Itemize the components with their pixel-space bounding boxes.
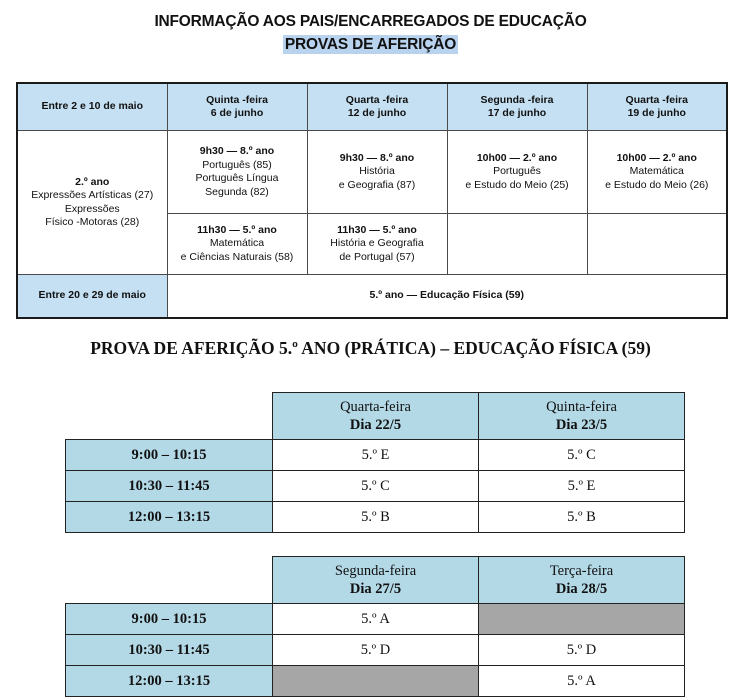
cell-r1c2 [307,131,447,214]
col-header-label-2: Quarta -feira [345,93,409,106]
schedule-1-cell-2-0: 5.º B [273,502,479,533]
main-table-col-header-3 [447,83,587,131]
schedule-1-day-header-0 [273,393,479,440]
main-table-col-header-4 [587,83,727,131]
schedule-1-cell-0-0: 5.º E [273,440,479,471]
main-table-col-header-0 [17,83,167,131]
schedule-1-corner-cell [66,393,273,440]
cell-r1c2-time: 9h30 — 8.º ano [339,151,415,164]
table-row [66,471,685,502]
schedule-1-day-name-1: Quinta-feira [546,399,617,415]
schedule-2-cell-0-1 [479,604,685,635]
table-row [66,604,685,635]
schedule-1-header-row [66,393,685,440]
schedule-2-corner-cell [66,557,273,604]
schedule-2-day-date-1: Dia 28/5 [555,581,608,597]
main-exam-table [16,82,728,319]
schedule-1-cell-2-1: 5.º B [479,502,685,533]
schedule-table-2 [65,556,685,697]
page-header [0,0,741,54]
schedule-2-time-0: 9:00 – 10:15 [66,604,273,635]
main-table-col-header-2 [307,83,447,131]
col-header-sub-4: 19 de junho [627,107,686,119]
cell-r1c1-l0: Português (85) [202,158,272,171]
cell-r1c3-l0: Português [493,165,541,178]
col-header-label-0: Entre 2 e 10 de maio [41,100,144,113]
main-table-footer-row [17,275,727,319]
page-subtitle: PROVAS DE AFERIÇÃO [284,36,457,53]
cell-r2c1-time: 11h30 — 5.º ano [197,223,277,236]
cell-r1c3-time: 10h00 — 2.º ano [476,151,558,164]
main-exam-table-container [16,82,726,319]
col-header-sub-2: 12 de junho [347,107,407,119]
col-header-label-1: Quinta -feira [206,93,268,106]
schedule-1-cell-1-1: 5.º E [479,471,685,502]
schedule-1-time-1: 10:30 – 11:45 [66,471,273,502]
cell-r2c2-time: 11h30 — 5.º ano [337,223,417,236]
main-table-header-row [17,83,727,131]
cell-r2c1-l0: Matemática [209,237,265,250]
cell-r1c1 [167,131,307,214]
cell-r1c4-l1: e Estudo do Meio (26) [605,178,709,191]
cell-r2c1 [167,214,307,275]
cell-r2c3-empty [447,214,587,275]
footer-row-value: 5.º ano — Educação Física (59) [167,275,727,319]
schedule-2-day-name-1: Terça-feira [549,563,614,579]
schedule-2-cell-0-0: 5.º A [273,604,479,635]
schedule-2-cell-1-1: 5.º D [479,635,685,666]
page-title: INFORMAÇÃO AOS PAIS/ENCARREGADOS DE EDUCAÇÃO [154,13,587,30]
col-header-sub-1: 6 de junho [210,107,264,119]
table-row [66,635,685,666]
schedule-1-cell-1-0: 5.º C [273,471,479,502]
cell-2ano-line1: 2.º ano [75,175,110,188]
schedule-2-day-header-0 [273,557,479,604]
schedule-1-day-date-1: Dia 23/5 [555,417,608,433]
cell-r1c2-l1: e Geografia (87) [338,178,416,191]
cell-r1c4-l0: Matemática [629,165,684,178]
cell-2ano-expressoes [17,131,167,275]
schedule-2-day-date-0: Dia 27/5 [349,581,402,597]
cell-r2c2-l0: História e Geografia [330,237,424,250]
footer-row-label: Entre 20 e 29 de maio [17,275,167,319]
schedule-table-2-container [65,556,684,697]
schedule-table-1-container [65,392,684,533]
cell-r2c4-empty [587,214,727,275]
cell-2ano-line4: Físico -Motoras (28) [45,216,140,228]
schedule-2-time-1: 10:30 – 11:45 [66,635,273,666]
cell-r1c3-l1: e Estudo do Meio (25) [465,178,569,191]
main-table-col-header-1 [167,83,307,131]
col-header-label-3: Segunda -feira [480,93,554,106]
section-heading: PROVA DE AFERIÇÃO 5.º ANO (PRÁTICA) – EDUCAÇÃO FÍSICA (59) [90,338,651,358]
schedule-2-day-header-1 [479,557,685,604]
schedule-2-day-name-0: Segunda-feira [334,563,417,579]
schedule-2-time-2: 12:00 – 13:15 [66,666,273,697]
cell-2ano-line2: Expressões Artísticas (27) [31,189,154,201]
table-row [66,440,685,471]
cell-2ano-line3: Expressões [64,202,120,215]
col-header-sub-3: 17 de junho [487,107,547,119]
schedule-1-cell-0-1: 5.º C [479,440,685,471]
schedule-2-cell-1-0: 5.º D [273,635,479,666]
cell-r2c2 [307,214,447,275]
schedule-1-day-date-0: Dia 22/5 [349,417,402,433]
table-row [66,666,685,697]
schedule-1-day-name-0: Quarta-feira [340,399,411,415]
schedule-2-cell-2-0 [273,666,479,697]
cell-r1c1-time: 9h30 — 8.º ano [199,145,275,157]
cell-r1c1-l2: Segunda (82) [205,185,269,198]
cell-r1c3 [447,131,587,214]
main-table-row-1 [17,131,727,214]
col-header-label-4: Quarta -feira [625,93,688,106]
schedule-2-cell-2-1: 5.º A [479,666,685,697]
cell-r2c2-l1: de Portugal (57) [339,250,415,263]
table-row [66,502,685,533]
cell-r1c4 [587,131,727,214]
cell-r1c2-l0: História [359,165,395,178]
schedule-1-time-0: 9:00 – 10:15 [66,440,273,471]
cell-r1c4-time: 10h00 — 2.º ano [616,151,697,164]
schedule-table-1 [65,392,685,533]
schedule-1-day-header-1 [479,393,685,440]
schedule-2-header-row [66,557,685,604]
schedule-1-time-2: 12:00 – 13:15 [66,502,273,533]
cell-r1c1-l1: Português Língua [195,172,279,184]
cell-r2c1-l1: e Ciências Naturais (58) [180,250,294,263]
